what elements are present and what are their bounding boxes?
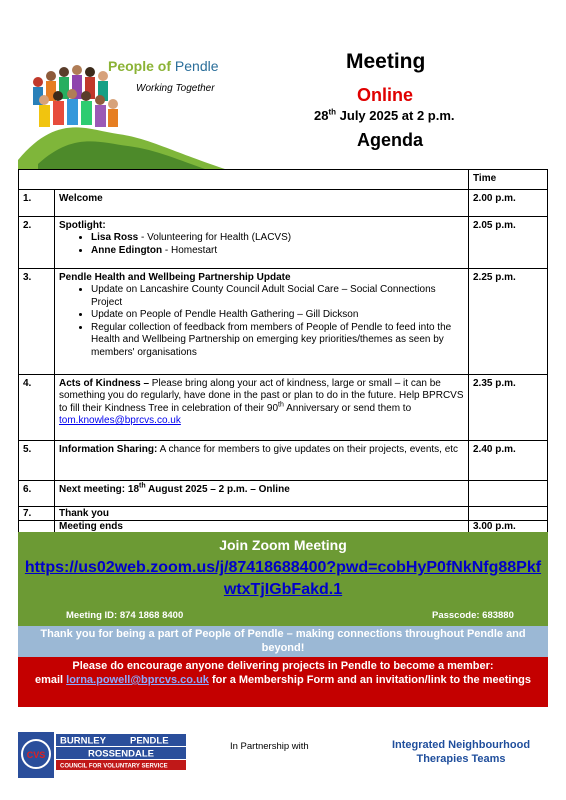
list-item: • Regular collection of feedback from members of People of Pendle to feed into the Health and Wellbeing Partnership on emerging key priorities/themes as seen by members' organisations bbox=[91, 322, 464, 360]
item-time: 2.25 p.m. bbox=[469, 268, 548, 374]
agenda-table bbox=[18, 169, 548, 535]
email-link[interactable]: lorna.powell@bprcvs.co.uk bbox=[66, 674, 209, 686]
meeting-date bbox=[314, 108, 455, 123]
item-content bbox=[55, 268, 469, 374]
table-row bbox=[19, 506, 548, 521]
item-number: 7. bbox=[19, 506, 55, 521]
item-number: 1. bbox=[19, 189, 55, 216]
table-row bbox=[19, 189, 548, 216]
membership-text: for a Membership Form and an invitation/link to the meetings bbox=[208, 674, 532, 686]
table-row bbox=[19, 440, 548, 480]
zoom-meeting-id: Meeting ID: 874 1868 8400 bbox=[66, 610, 184, 621]
cvs-burnley: BURNLEY bbox=[60, 735, 106, 747]
zoom-panel bbox=[18, 532, 548, 626]
cvs-badge: CVS bbox=[26, 750, 46, 760]
table-row bbox=[19, 216, 548, 268]
email-link[interactable]: tom.knowles@bprcvs.co.uk bbox=[59, 415, 181, 426]
item-content bbox=[55, 440, 469, 480]
time-column-header: Time bbox=[469, 170, 548, 190]
logo-title-part2: Pendle bbox=[174, 58, 219, 74]
membership-email-line bbox=[18, 673, 548, 687]
speaker-detail: - Volunteering for Health (LACVS) bbox=[138, 232, 292, 243]
item-title: Information Sharing: bbox=[59, 443, 158, 455]
speaker-name: Lisa Ross bbox=[91, 232, 139, 243]
zoom-passcode: Passcode: 683880 bbox=[432, 610, 514, 621]
item-title: Pendle Health and Wellbeing Partnership Update bbox=[59, 271, 291, 283]
meeting-ends-label: Meeting ends bbox=[55, 521, 469, 535]
item-content bbox=[55, 374, 469, 440]
speaker-name: Anne Edington bbox=[91, 244, 163, 256]
item-time bbox=[469, 506, 548, 521]
agenda-heading: Agenda bbox=[357, 130, 424, 150]
table-row bbox=[19, 268, 548, 374]
list-item bbox=[91, 245, 464, 258]
ordinal-suffix: th bbox=[278, 401, 284, 409]
membership-text: email bbox=[34, 674, 67, 686]
logo-tagline: Working Together bbox=[136, 83, 215, 94]
list-item bbox=[91, 232, 464, 245]
item-time: 2.00 p.m. bbox=[469, 189, 548, 216]
thanks-banner: Thank you for being a part of People of Pendle – making connections throughout Pendle and beyond! bbox=[18, 626, 548, 657]
membership-text: Please do encourage anyone delivering projects in Pendle to become a member: bbox=[72, 660, 494, 672]
bullet-list bbox=[59, 232, 464, 257]
item-title: Spotlight: bbox=[59, 219, 106, 231]
partnership-label: In Partnership with bbox=[230, 741, 309, 752]
meeting-heading: Meeting bbox=[346, 50, 426, 73]
integrated-teams-label: Integrated Neighbourhood Therapies Teams bbox=[391, 739, 531, 765]
zoom-title: Join Zoom Meeting bbox=[219, 537, 347, 553]
item-title bbox=[55, 480, 469, 506]
date-suffix: th bbox=[328, 107, 337, 117]
item-title: Welcome bbox=[55, 189, 469, 216]
logo-title-part1: People of bbox=[108, 58, 172, 74]
list-item: • Update on Lancashire County Council Adult Social Care – Social Connections Project bbox=[91, 284, 464, 309]
ordinal-suffix: th bbox=[139, 482, 146, 490]
item-time: 2.40 p.m. bbox=[469, 440, 548, 480]
cvs-pendle: PENDLE bbox=[130, 735, 169, 747]
table-row bbox=[19, 480, 548, 506]
item-time bbox=[469, 480, 548, 506]
table-header-row bbox=[19, 170, 548, 190]
item-number: 3. bbox=[19, 268, 55, 374]
item-time: 2.05 p.m. bbox=[469, 216, 548, 268]
meeting-ends-time: 3.00 p.m. bbox=[469, 521, 548, 535]
cvs-council: COUNCIL FOR VOLUNTARY SERVICE bbox=[60, 763, 168, 770]
bprcvs-logo bbox=[18, 732, 188, 778]
zoom-link[interactable]: https://us02web.zoom.us/j/87418688400?pwd=cobHyP0fNkNfg88PkfwtxTjIGbFakd.1 bbox=[24, 559, 542, 598]
item-content bbox=[55, 216, 469, 268]
cvs-rossendale: ROSSENDALE bbox=[88, 748, 154, 760]
speaker-detail: - Homestart bbox=[162, 244, 218, 256]
next-meeting-text: Next meeting: 18 bbox=[59, 483, 140, 495]
bullet-list bbox=[59, 284, 464, 359]
item-number: 4. bbox=[19, 374, 55, 440]
table-row bbox=[19, 374, 548, 440]
item-text: Please bring along your act of kindness, large or small – it can be something you do regularly, have done in the past or plan to do in the future. Help BPRCVS to fill their Kindness Tree in celebration of their 90 bbox=[59, 377, 464, 414]
item-text: Anniversary or send them to bbox=[283, 402, 412, 414]
item-number: 5. bbox=[19, 440, 55, 480]
item-number: 2. bbox=[19, 216, 55, 268]
item-title: Acts of Kindness – bbox=[59, 377, 150, 389]
next-meeting-text: August 2025 – 2 p.m. – Online bbox=[145, 483, 290, 495]
item-number: 6. bbox=[19, 480, 55, 506]
date-day: 28 bbox=[314, 108, 329, 123]
logo-title bbox=[108, 58, 219, 74]
item-title: Thank you bbox=[55, 506, 469, 521]
membership-banner bbox=[18, 657, 548, 707]
online-heading: Online bbox=[357, 85, 414, 105]
item-text: A chance for members to give updates on their projects, events, etc bbox=[157, 443, 459, 455]
item-time: 2.35 p.m. bbox=[469, 374, 548, 440]
date-rest: July 2025 at 2 p.m. bbox=[336, 108, 455, 123]
list-item: • Update on People of Pendle Health Gathering – Gill Dickson bbox=[91, 309, 464, 322]
